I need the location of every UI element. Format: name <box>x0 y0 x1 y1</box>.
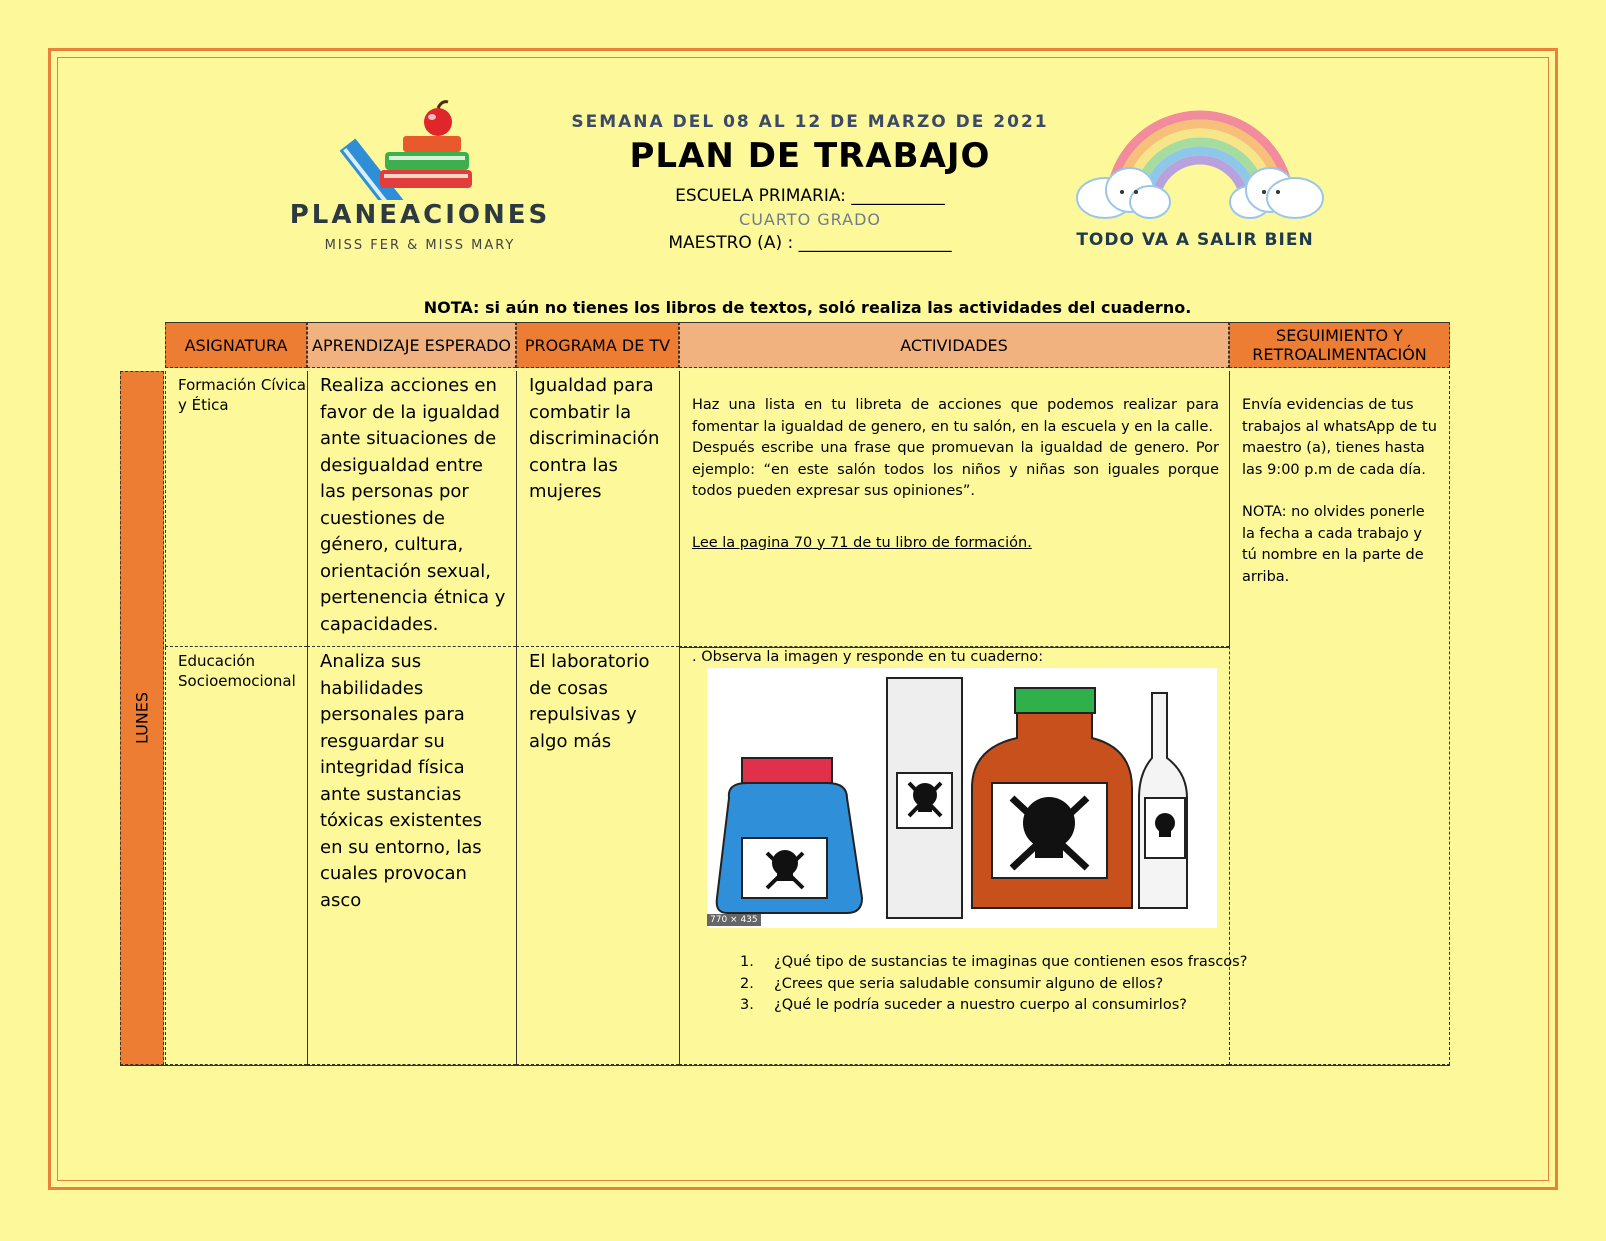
question-number: 2. <box>740 975 754 992</box>
row1-learning: Realiza acciones en favor de la igualdad ante situaciones de desigualdad entre las personas por cuestiones de género, cultura, orientación sexual, pertenencia étnica y capacidades. <box>307 371 516 647</box>
row2-learning: Analiza sus habilidades personales para resguardar su integridad física ante sustancias tóxicas existentes en su entorno, las cuales provocan asco <box>307 647 516 1065</box>
teacher-field: MAESTRO (A) : __________________ <box>668 233 952 253</box>
logo-sub-text: MISS FER & MISS MARY <box>324 238 516 253</box>
rainbow-cloud-icon <box>1070 90 1330 230</box>
question-number: 1. <box>740 954 754 970</box>
col-divider <box>1229 371 1230 647</box>
row2-tv-program: El laboratorio de cosas repulsivas y algo más <box>516 647 679 1065</box>
page-header <box>560 112 1060 253</box>
table-top-border <box>165 322 1450 323</box>
questions-list <box>740 952 1255 1017</box>
row1-activity-p1: Haz una lista en tu libreta de acciones que podemos realizar para fomentar la igualdad de genero, en tu salón, en la escuela y en la calle. <box>692 397 1219 435</box>
list-item <box>740 974 1255 996</box>
row2-subject: Educación Socioemocional <box>165 647 307 1065</box>
note-banner: NOTA: si aún no tienes los libros de textos, soló realiza las actividades del cuaderno. <box>423 298 1192 317</box>
col-divider <box>679 371 680 1065</box>
row1-activity-p2: Después escribe una frase que promuevan la igualdad de genero. Por ejemplo: “en este salón todos los niños y niñas son iguales porque todos pueden expresar sus opiniones”. <box>692 440 1219 499</box>
logo-rainbow <box>1070 90 1330 260</box>
col-divider <box>307 371 308 1065</box>
followup-note: NOTA: no olvides ponerle la fecha a cada trabajo y tú nombre en la parte de arriba. <box>1242 504 1425 585</box>
week-label: SEMANA DEL 08 AL 12 DE MARZO DE 2021 <box>571 112 1049 132</box>
row-divider <box>679 647 1229 648</box>
books-apple-icon <box>285 100 555 200</box>
toxic-bottles-image <box>707 668 1217 928</box>
followup-cell <box>1229 371 1450 1065</box>
row1-activity-link[interactable]: Lee la pagina 70 y 71 de tu libro de formación. <box>692 534 1032 551</box>
row2-activity-intro: . Observa la imagen y responde en tu cuaderno: <box>692 649 1044 665</box>
followup-instructions: Envía evidencias de tus trabajos al whatsApp de tu maestro (a), tienes hasta las 9:00 p.m de cada día. <box>1242 397 1437 478</box>
grade-label: CUARTO GRADO <box>739 210 881 229</box>
slogan-text: TODO VA A SALIR BIEN <box>1076 230 1314 250</box>
header-programa: PROGRAMA DE TV <box>516 322 679 368</box>
question-text: ¿Qué tipo de sustancias te imaginas que contienen esos frascos? <box>774 954 1248 970</box>
row1-tv-program: Igualdad para combatir la discriminación contra las mujeres <box>516 371 679 647</box>
question-text: ¿Crees que seria saludable consumir alguno de ellos? <box>774 975 1164 992</box>
row1-activities <box>679 371 1229 647</box>
list-item <box>740 952 1255 974</box>
logo-planeaciones <box>285 100 555 260</box>
header-asignatura: ASIGNATURA <box>165 322 307 368</box>
logo-brand-text: PLANEACIONES <box>289 200 551 230</box>
row1-subject: Formación Cívica y Ética <box>165 371 307 647</box>
table-bottom-border <box>120 1065 1450 1066</box>
page-title: PLAN DE TRABAJO <box>629 136 991 176</box>
header-seguimiento: SEGUIMIENTO Y RETROALIMENTACIÓN <box>1229 322 1450 368</box>
day-cell <box>120 371 164 1065</box>
list-item <box>740 995 1255 1017</box>
school-field: ESCUELA PRIMARIA: ___________ <box>675 186 945 206</box>
question-text: ¿Qué le podría suceder a nuestro cuerpo al consumirlos? <box>774 997 1187 1013</box>
header-actividades: ACTIVIDADES <box>679 322 1229 368</box>
col-divider <box>516 371 517 1065</box>
day-label: LUNES <box>132 691 152 745</box>
toxic-bottles-illustration <box>707 668 1217 928</box>
header-aprendizaje: APRENDIZAJE ESPERADO <box>307 322 516 368</box>
question-number: 3. <box>740 997 754 1013</box>
image-size-badge: 770 × 435 <box>707 914 761 926</box>
